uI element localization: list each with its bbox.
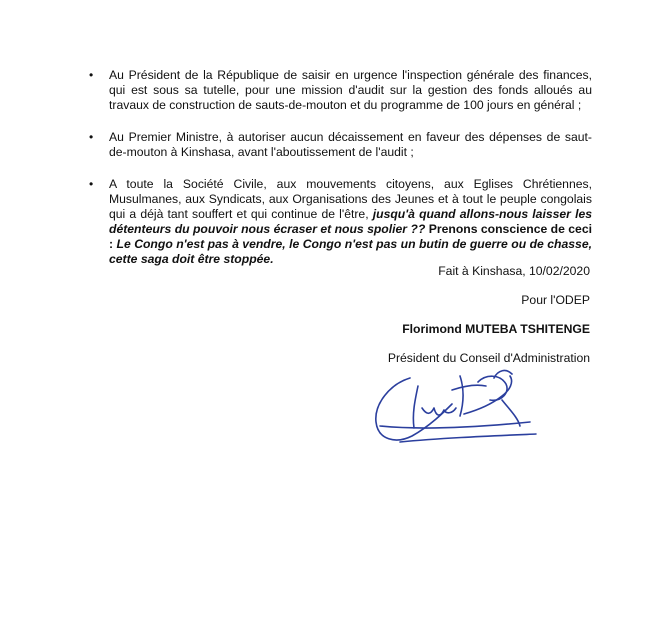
bullet-text-congo-statement: Le Congo n'est pas à vendre, le Congo n'est pas un butin de guerre ou de chasse, cette saga doit être stoppée. [109,237,592,266]
list-item [86,68,592,113]
bullet-icon: • [89,177,94,191]
bullet-icon: • [89,130,94,144]
bullet-text-president: Au Président de la République de saisir en urgence l'inspection générale des finances, qui est sous sa tutelle, pour une mission d'audit sur la gestion des fonds alloués au travaux de construction de sauts-de-mouton et du programme de 100 jours en général ; [109,68,592,112]
bullet-text-question: jusqu'à quand allons-nous laisser les détenteurs du pouvoir nous écraser et nous spolier ?? [109,207,593,236]
signatory-title: Président du Conseil d'Administration [387,351,590,365]
bullet-text-awareness: Prenons conscience de ceci : [109,222,592,251]
signatory-name: Florimond MUTEBA TSHITENGE [402,322,590,336]
list-item [86,177,592,267]
place-date: Fait à Kinshasa, 10/02/2020 [438,264,590,278]
bullet-text-civil-society: A toute la Société Civile, aux mouvements citoyens, aux Eglises Chrétiennes, Musulmanes, aux Syndicats, aux Organisations des Jeunes et à tout le peuple congolais qui a déjà tant souffert et qui continue de l'être, [109,177,592,221]
organization-line: Pour l'ODEP [521,293,590,307]
recommendations-list [86,68,592,284]
bullet-icon: • [89,68,94,82]
list-item [86,130,592,160]
handwritten-signature [360,356,540,456]
bullet-text-prime-minister: Au Premier Ministre, à autoriser aucun décaissement en faveur des dépenses de saut-de-mouton à Kinshasa, avant l'aboutissement de l'audit ; [109,130,592,159]
